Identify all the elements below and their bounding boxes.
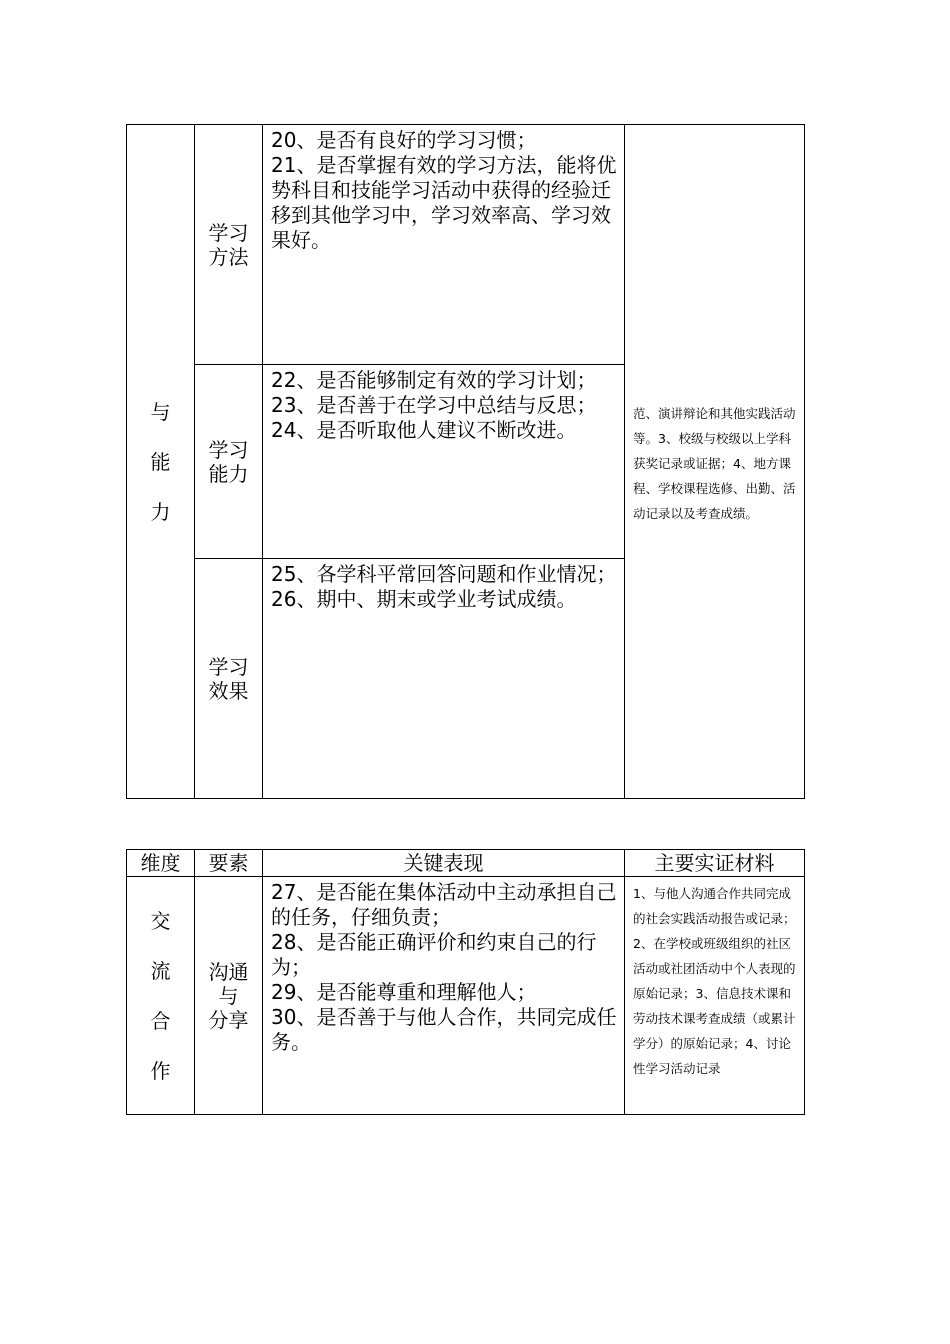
element-text: 方法 [208,244,249,269]
element-text: 能力 [208,461,249,486]
item-text: 26、期中、期末或学业考试成绩。 [271,587,577,611]
element-cell [195,877,263,1115]
evaluation-table-learning [126,124,805,799]
dimension-char: 与 [150,399,171,424]
header-key-performance: 关键表现 [263,850,625,877]
element-cell [195,559,263,799]
item-text: 20、是否有良好的学习习惯； [271,128,537,152]
evidence-text: 1、与他人沟通合作共同完成的社会实践活动报告或记录；2、在学校或班级组织的社区活动或社团活动中个人表现的原始记录；3、信息技术课和劳动技术课考查成绩（或累计学分）的原始记录；4、讨论性学习活动记录 [633,886,796,1076]
header-element: 要素 [195,850,263,877]
dimension-char: 合 [150,1008,171,1033]
item-text: 21、是否掌握有效的学习方法，能将优势科目和技能学习活动中获得的经验迁移到其他学习中，学习效率高、学习效果好。 [271,153,617,252]
element-text: 学习 [208,437,249,462]
element-text: 沟通 [208,959,249,984]
evidence-text: 范、演讲辩论和其他实践活动等。3、校级与校级以上学科获奖记录或证据；4、地方课程、学校课程选修、出勤、活动记录以及考查成绩。 [633,406,796,521]
dimension-cell [127,125,195,799]
key-performance-cell [263,877,625,1115]
item-text: 28、是否能正确评价和约束自己的行为； [271,930,597,979]
dimension-cell [127,877,195,1115]
dimension-char: 作 [150,1058,171,1083]
header-evidence: 主要实证材料 [625,850,805,877]
item-text: 25、各学科平常回答问题和作业情况； [271,562,617,586]
element-text: 效果 [208,678,249,703]
element-text: 学习 [208,654,249,679]
evidence-cell [625,877,805,1115]
element-text: 分享 [208,1007,249,1032]
dimension-char: 交 [150,908,171,933]
table-row [127,877,805,1115]
item-text: 22、是否能够制定有效的学习计划； [271,368,597,392]
element-cell [195,365,263,559]
table-row [127,125,805,365]
item-text: 24、是否听取他人建议不断改进。 [271,418,577,442]
item-text: 27、是否能在集体活动中主动承担自己的任务，仔细负责； [271,880,617,929]
element-text: 学习 [208,220,249,245]
dimension-char: 流 [150,958,171,983]
item-text: 30、是否善于与他人合作，共同完成任务。 [271,1005,617,1054]
item-text: 23、是否善于在学习中总结与反思； [271,393,597,417]
element-text: 与 [218,983,239,1008]
evidence-cell [625,125,805,799]
item-text: 29、是否能尊重和理解他人； [271,980,537,1004]
table-header-row [127,850,805,877]
key-performance-cell [263,365,625,559]
evaluation-table-communication [126,849,805,1115]
dimension-char: 力 [150,499,171,524]
key-performance-cell [263,125,625,365]
dimension-char: 能 [150,449,171,474]
header-dimension: 维度 [127,850,195,877]
key-performance-cell [263,559,625,799]
element-cell [195,125,263,365]
